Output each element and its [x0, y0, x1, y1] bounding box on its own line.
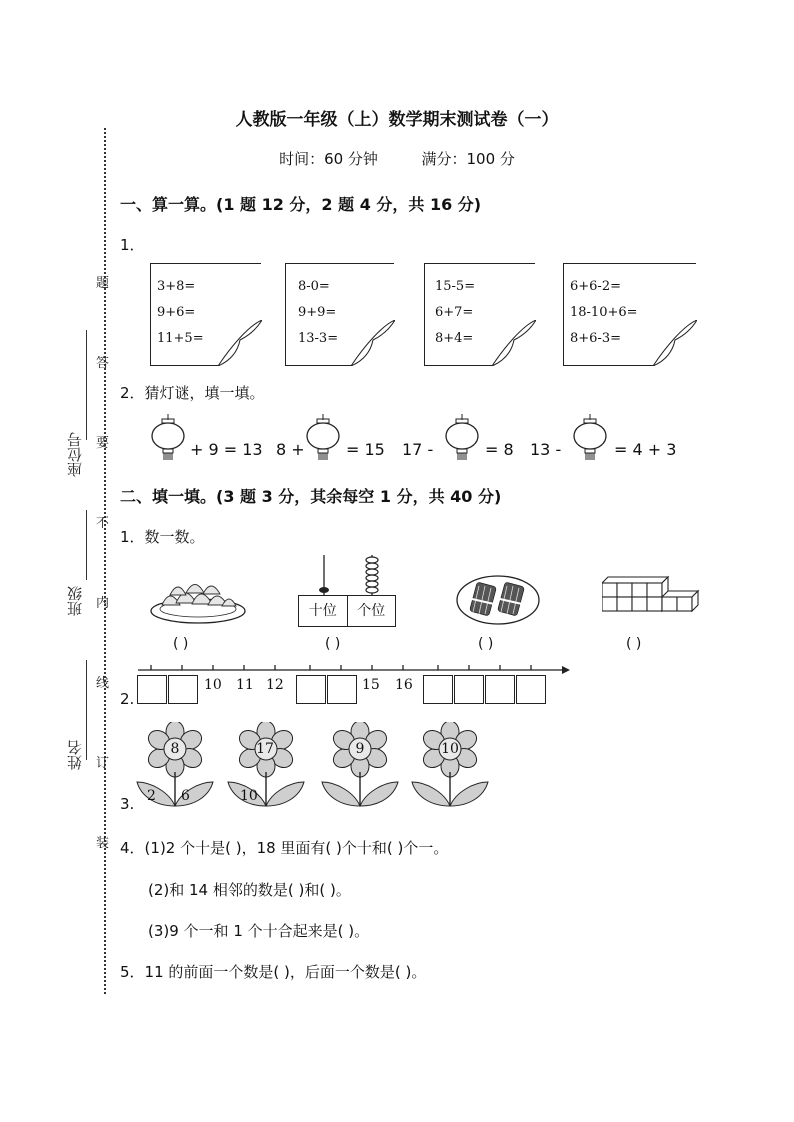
number-line-label: 10: [204, 677, 222, 693]
question-2-4-1: 4．(1)2 个十是( )，18 里面有( )个十和( )个一。: [120, 839, 449, 857]
question-1-1: 1．: [120, 236, 145, 254]
name-line[interactable]: [86, 660, 87, 760]
flower-icon: [320, 722, 400, 808]
number-line-box[interactable]: [327, 675, 357, 704]
question-2-4-2: (2)和 14 相邻的数是( )和( )。: [148, 881, 351, 899]
binding-char: 答: [96, 356, 110, 371]
class-label: 班级: [66, 586, 84, 616]
dumpling-plate-image: [148, 575, 248, 631]
lantern-equation: 8 +: [276, 440, 305, 459]
exam-score: 满分：100 分: [421, 150, 515, 168]
page-title: 人教版一年级（上）数学期末测试卷（一）: [235, 110, 559, 130]
calc-line: 6+7=: [435, 305, 474, 320]
page-curl-icon: [218, 320, 262, 366]
number-flower: [410, 722, 490, 812]
binding-char: 不: [96, 516, 110, 531]
number-line-label: 16: [395, 677, 413, 693]
question-2-4-3: (3)9 个一和 1 个十合起来是( )。: [148, 922, 370, 940]
lantern-icon[interactable]: [572, 414, 608, 464]
calc-card: [285, 263, 394, 366]
answer-blank[interactable]: ( ): [478, 636, 494, 652]
exam-time: 时间：60 分钟: [279, 150, 378, 168]
answer-blank[interactable]: ( ): [173, 636, 189, 652]
flower-icon: [410, 722, 490, 808]
number-line-box[interactable]: [454, 675, 484, 704]
number-line-box[interactable]: [296, 675, 326, 704]
calc-line: 13-3=: [298, 331, 339, 346]
calc-card: [563, 263, 696, 366]
flower-top-number: 17: [256, 741, 274, 757]
flower-top-number: 9: [355, 741, 365, 757]
lantern-icon[interactable]: [444, 414, 480, 464]
answer-blank[interactable]: ( ): [626, 636, 642, 652]
calc-line: 8+6-3=: [570, 331, 621, 346]
place-value-chart: [298, 595, 396, 627]
binding-char: 题: [96, 276, 110, 291]
number-line-box[interactable]: [485, 675, 515, 704]
seat-number-line[interactable]: [86, 330, 87, 440]
question-2-5: 5．11 的前面一个数是( )，后面一个数是( )。: [120, 963, 427, 981]
page-curl-icon: [653, 320, 697, 366]
answer-blank[interactable]: ( ): [325, 636, 341, 652]
seat-number-label: 座位号: [66, 432, 84, 477]
flower-top-number: 10: [441, 741, 459, 757]
number-line-box[interactable]: [516, 675, 546, 704]
tens-label: 十位: [299, 596, 348, 626]
question-2-1: 1．数一数。: [120, 528, 205, 546]
calc-line: 3+8=: [157, 279, 196, 294]
number-line-label: 12: [266, 677, 284, 693]
stick-bundles-image: [455, 574, 541, 630]
calc-card: [424, 263, 535, 366]
page-curl-icon: [351, 320, 395, 366]
binding-char: 内: [96, 596, 110, 611]
lantern-equation: = 15: [346, 440, 385, 459]
question-2-3: 3.: [120, 795, 135, 813]
lantern-icon[interactable]: [305, 414, 341, 464]
flower-top-number: 8: [170, 741, 180, 757]
cube-blocks-image: [602, 575, 702, 629]
flower-icon: [226, 722, 306, 808]
calc-line: 9+9=: [298, 305, 337, 320]
binding-char: 订: [96, 756, 110, 771]
binding-dotted-line: [104, 128, 106, 994]
flower-right-number[interactable]: 6: [181, 788, 190, 804]
calc-line: 6+6-2=: [570, 279, 621, 294]
lantern-equation: + 9 = 13: [190, 440, 263, 459]
class-line[interactable]: [86, 510, 87, 580]
calc-line: 8-0=: [298, 279, 330, 294]
binding-char: 装: [96, 836, 110, 851]
question-2-2: 2.: [120, 690, 135, 708]
question-1-2: 2．猜灯谜，填一填。: [120, 384, 265, 402]
lantern-icon[interactable]: [150, 414, 186, 464]
page-curl-icon: [492, 320, 536, 366]
exam-info: [0, 148, 794, 169]
calc-card: [150, 263, 261, 366]
lantern-equation: 13 -: [530, 440, 562, 459]
flower-left-number[interactable]: 2: [147, 788, 156, 804]
number-flower: [320, 722, 400, 812]
number-line-box[interactable]: [168, 675, 198, 704]
flower-left-number[interactable]: 10: [240, 788, 258, 804]
ones-label: 个位: [357, 603, 386, 619]
calc-line: 9+6=: [157, 305, 196, 320]
name-label: 姓名: [66, 740, 84, 770]
number-line-box[interactable]: [137, 675, 167, 704]
lantern-equation: = 8: [485, 440, 514, 459]
section-2-heading: 二、填一填。(3 题 3 分，其余每空 1 分，共 40 分): [120, 487, 502, 506]
binding-char: 要: [96, 436, 110, 451]
calc-line: 15-5=: [435, 279, 476, 294]
number-flower: [226, 722, 306, 812]
number-line-label: 15: [362, 677, 380, 693]
lantern-equation: 17 -: [402, 440, 434, 459]
number-line-box[interactable]: [423, 675, 453, 704]
section-1-heading: 一、算一算。(1 题 12 分，2 题 4 分，共 16 分): [120, 195, 482, 214]
lantern-equation: = 4 + 3: [614, 440, 677, 459]
number-line-label: 11: [236, 677, 254, 693]
abacus-image: [298, 553, 396, 601]
calc-line: 11+5=: [157, 331, 204, 346]
calc-line: 8+4=: [435, 331, 474, 346]
calc-line: 18-10+6=: [570, 305, 638, 320]
binding-char: 线: [96, 676, 110, 691]
